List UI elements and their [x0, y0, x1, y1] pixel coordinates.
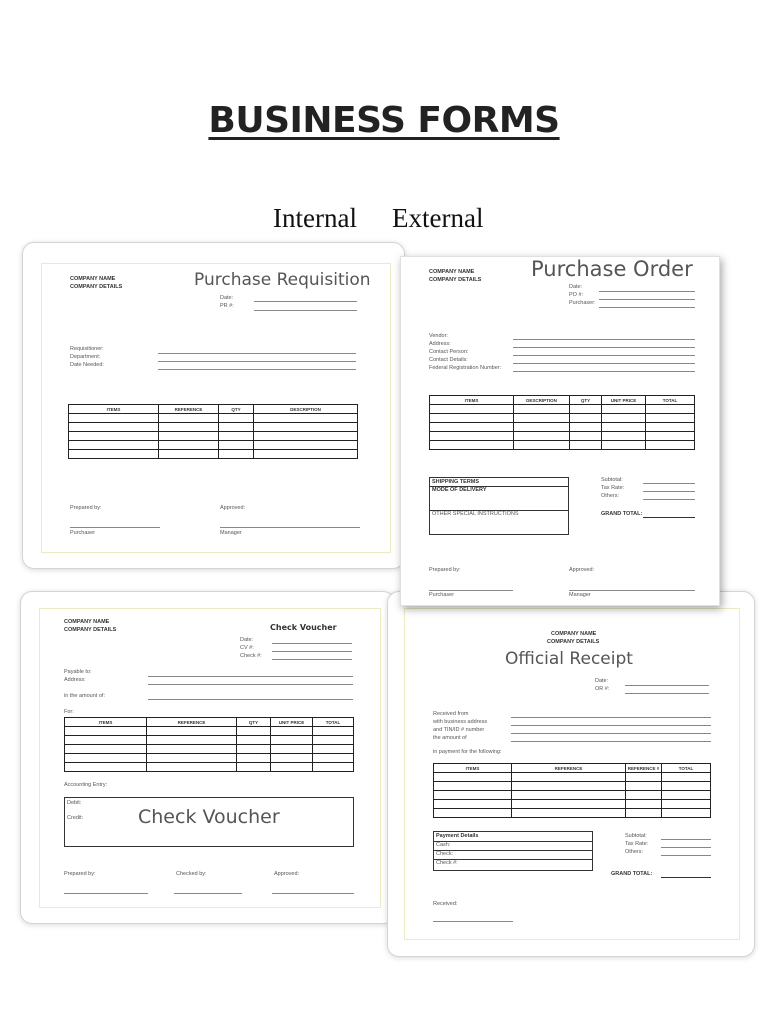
purchaser-line: [599, 307, 695, 308]
items-table: [433, 763, 711, 818]
subtotal-label: Subtotal:: [625, 833, 647, 839]
company-name: COMPANY NAME: [429, 269, 475, 275]
form-title: Purchase Order: [531, 257, 693, 281]
purchase-order-sheet: [400, 256, 720, 606]
col-total: TOTAL: [313, 718, 354, 727]
date-label: Date:: [595, 678, 609, 684]
others-line: [661, 855, 711, 856]
col-items: ITEMS: [65, 718, 147, 727]
approved-line: [569, 590, 695, 591]
prepared-line: [70, 527, 160, 528]
department-label: Department:: [70, 354, 101, 360]
official-receipt-card: [387, 591, 755, 957]
date-label: Date:: [569, 284, 583, 290]
approved-label: Approved:: [220, 505, 246, 511]
form-title-small: Check Voucher: [270, 623, 337, 632]
payment-for-label: in payment for the following:: [433, 749, 502, 755]
address-label: Address:: [64, 677, 86, 683]
items-table: [68, 404, 358, 459]
check-label: Check #:: [240, 653, 262, 659]
payable-to-label: Payable to:: [64, 669, 92, 675]
address-line: [511, 725, 711, 726]
check-voucher-card: [20, 591, 395, 924]
credit-label: Credit:: [67, 815, 84, 821]
external-label: External: [392, 203, 484, 233]
received-from-label: Received from: [433, 711, 469, 717]
or-label: OR #:: [595, 686, 610, 692]
subtotal-line: [661, 839, 711, 840]
accounting-entry-label: Accounting Entry:: [64, 782, 108, 788]
form-title: Official Receipt: [505, 649, 633, 669]
check-voucher-form: [39, 608, 381, 908]
others-line: [643, 499, 695, 500]
official-receipt-form: [404, 608, 740, 940]
check-label: Check:: [436, 851, 454, 857]
col-reference: REFERENCE: [512, 764, 626, 773]
tax-rate-label: Tax Rate:: [625, 841, 649, 847]
internal-label: Internal: [273, 203, 357, 233]
approved-line: [220, 527, 360, 528]
purchaser-sign-label: Purchaser: [429, 592, 455, 598]
subtotal-line: [643, 483, 695, 484]
items-table: [429, 395, 695, 450]
contact-person-line: [513, 355, 695, 356]
contact-person-label: Contact Person:: [429, 349, 469, 355]
approved-line: [272, 893, 354, 894]
shipping-terms-label: SHIPPING TERMS: [432, 479, 480, 485]
checked-line: [174, 893, 242, 894]
others-label: Others:: [601, 493, 620, 499]
payment-details-label: Payment Details: [436, 833, 479, 839]
purchase-requisition-form: [41, 263, 391, 553]
for-label: For:: [64, 709, 74, 715]
form-title-big: Check Voucher: [138, 806, 280, 828]
company-details: COMPANY DETAILS: [70, 284, 123, 290]
pr-label: PR #:: [220, 303, 234, 309]
tin-label: and TIN/ID # number: [433, 727, 485, 733]
cv-label: CV #:: [240, 645, 254, 651]
col-qty: QTY: [237, 718, 271, 727]
grand-total-label: GRAND TOTAL:: [611, 871, 653, 877]
shipping-box: [429, 477, 569, 535]
cv-line: [272, 651, 352, 652]
date-label: Date:: [240, 637, 254, 643]
tax-line: [643, 491, 695, 492]
date-needed-label: Date Needed:: [70, 362, 104, 368]
amount-line: [148, 699, 353, 700]
federal-reg-label: Federal Registration Number:: [429, 365, 502, 371]
approved-label: Approved:: [274, 871, 300, 877]
date-needed-line: [158, 369, 356, 370]
date-line: [254, 301, 357, 302]
manager-label: Manager: [569, 592, 591, 598]
amount-line: [511, 741, 711, 742]
po-line: [599, 299, 695, 300]
col-unit-price: UNIT PRICE: [602, 396, 646, 405]
company-name: COMPANY NAME: [64, 619, 110, 625]
debit-label: Debit:: [67, 800, 82, 806]
check-no-label: Check #:: [436, 860, 458, 866]
cash-label: Cash:: [436, 842, 451, 848]
mode-of-delivery-label: MODE OF DELIVERY: [432, 487, 487, 493]
purchaser-label: Purchaser: [70, 530, 96, 536]
col-total: TOTAL: [646, 396, 695, 405]
col-qty: QTY: [570, 396, 602, 405]
company-details: COMPANY DETAILS: [429, 277, 482, 283]
col-description: DESCRIPTION: [254, 405, 358, 414]
received-label: Received:: [433, 901, 458, 907]
prepared-line: [429, 590, 513, 591]
amount-label: the amount of: [433, 735, 467, 741]
col-total: TOTAL: [662, 764, 711, 773]
approved-label: Approved:: [569, 567, 595, 573]
accounting-box: [64, 797, 354, 847]
col-items: ITEMS: [430, 396, 514, 405]
page-title: BUSINESS FORMS: [208, 100, 560, 141]
amount-label: in the amount of:: [64, 693, 105, 699]
subtotal-label: Subtotal:: [601, 477, 623, 483]
other-instructions-label: OTHER SPECIAL INSTRUCTIONS: [432, 511, 519, 517]
date-label: Date:: [220, 295, 234, 301]
col-items: ITEMS: [69, 405, 159, 414]
prepared-by-label: Prepared by:: [64, 871, 96, 877]
col-qty: QTY: [219, 405, 254, 414]
purchase-requisition-card: [22, 242, 405, 569]
others-label: Others:: [625, 849, 644, 855]
date-line: [599, 291, 695, 292]
checked-by-label: Checked by:: [176, 871, 207, 877]
company-name: COMPANY NAME: [70, 276, 116, 282]
department-line: [158, 361, 356, 362]
grand-total-line: [643, 517, 695, 518]
tax-line: [661, 847, 711, 848]
col-reference: REFERENCE: [147, 718, 237, 727]
date-line: [625, 685, 709, 686]
payment-details-box: [433, 831, 593, 871]
company-details: COMPANY DETAILS: [64, 627, 117, 633]
address-line: [513, 347, 695, 348]
company-details: COMPANY DETAILS: [547, 639, 600, 645]
po-label: PO #:: [569, 292, 584, 298]
col-reference: REFERENCE: [159, 405, 219, 414]
form-title: Purchase Requisition: [194, 270, 371, 290]
vendor-label: Vendor:: [429, 333, 448, 339]
tax-rate-label: Tax Rate:: [601, 485, 625, 491]
contact-details-line: [513, 363, 695, 364]
address-line: [148, 684, 353, 685]
prepared-by-label: Prepared by:: [70, 505, 102, 511]
requisitioner-line: [158, 353, 356, 354]
tin-line: [511, 733, 711, 734]
vendor-line: [513, 339, 695, 340]
check-line: [272, 659, 352, 660]
address-label: Address:: [429, 341, 451, 347]
prepared-by-label: Prepared by:: [429, 567, 461, 573]
col-unit-price: UNIT PRICE: [271, 718, 313, 727]
manager-label: Manager: [220, 530, 242, 536]
col-description: DESCRIPTION: [514, 396, 570, 405]
payable-line: [148, 676, 353, 677]
received-line: [511, 717, 711, 718]
prepared-line: [64, 893, 148, 894]
contact-details-label: Contact Details:: [429, 357, 468, 363]
grand-total-line: [661, 877, 711, 878]
col-items: ITEMS: [434, 764, 512, 773]
col-reference-no: REFERENCE #: [626, 764, 662, 773]
received-sign-line: [433, 921, 513, 922]
company-name: COMPANY NAME: [551, 631, 597, 637]
federal-reg-line: [513, 371, 695, 372]
pr-line: [254, 310, 357, 311]
purchaser-label: Purchaser:: [569, 300, 596, 306]
business-address-label: with business address: [433, 719, 488, 725]
items-table: [64, 717, 354, 772]
date-line: [272, 643, 352, 644]
or-line: [625, 693, 709, 694]
requisitioner-label: Requisitioner:: [70, 346, 104, 352]
grand-total-label: GRAND TOTAL:: [601, 511, 643, 517]
